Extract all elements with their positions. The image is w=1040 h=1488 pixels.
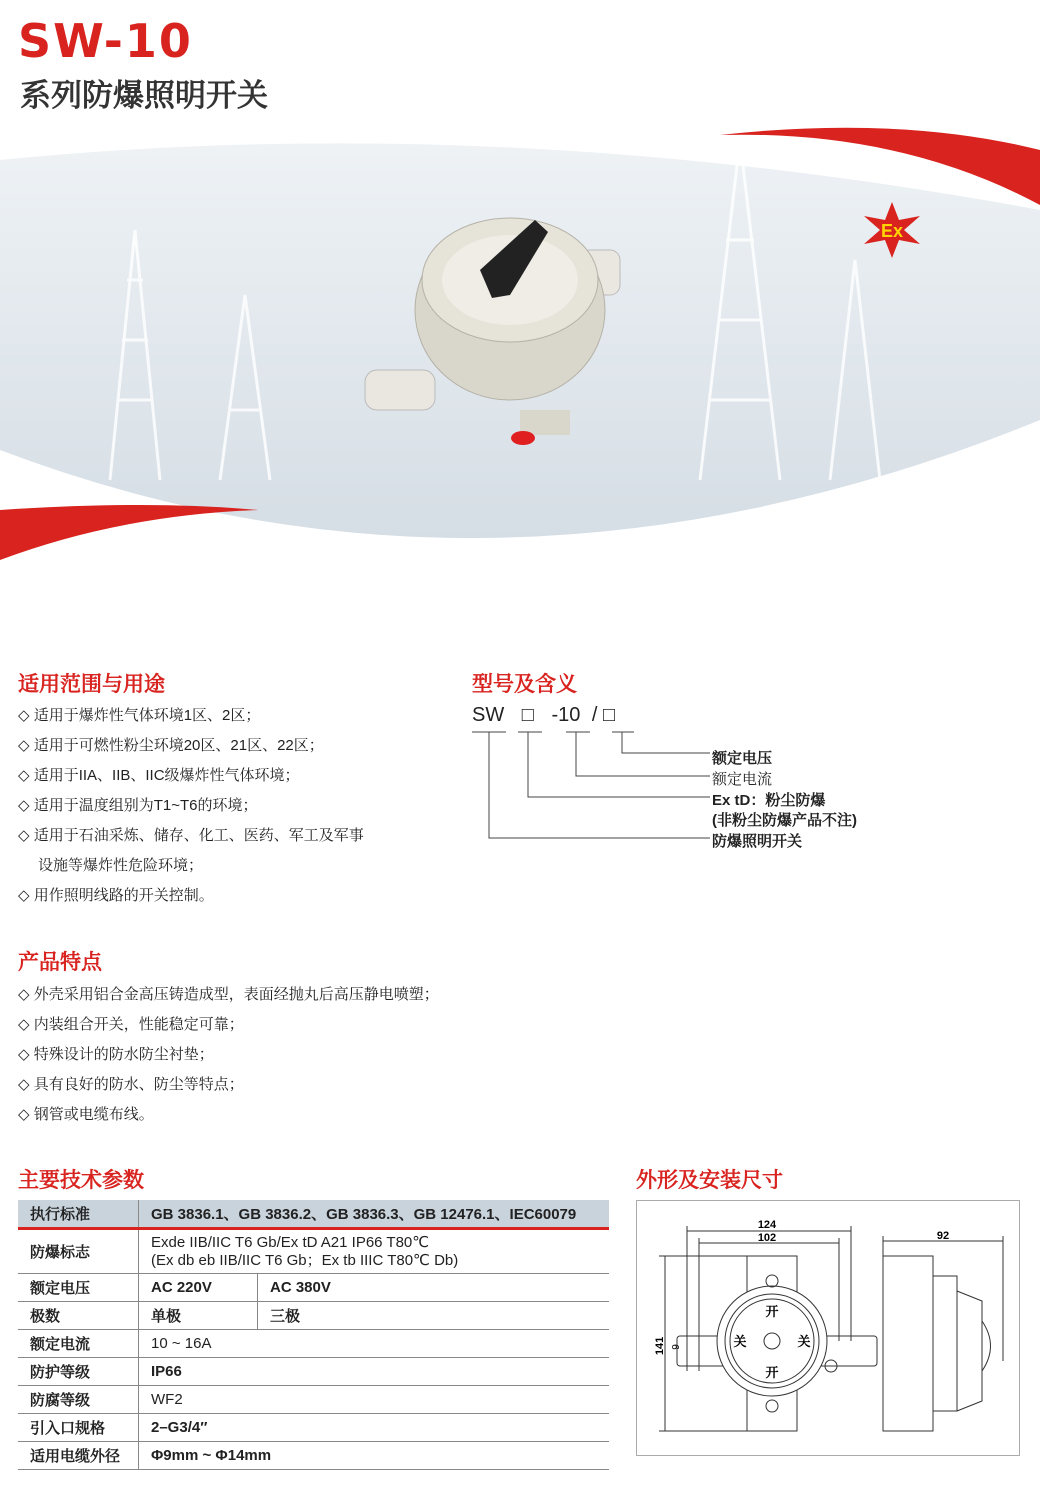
meaning-current: 额定电流 <box>712 771 773 788</box>
svg-text:Ex: Ex <box>880 221 904 241</box>
spec-label: 执行标准 <box>18 1200 139 1229</box>
spec-value: Exde IIB/IIC T6 Gb/Ex tD A21 IP66 T80℃ <box>151 1233 430 1251</box>
table-row <box>18 1302 609 1330</box>
specs-heading: 主要技术参数 <box>18 1169 144 1192</box>
model-code <box>472 704 615 727</box>
code-mid: -10 <box>551 704 581 726</box>
features-list <box>18 980 439 1130</box>
scope-heading: 适用范围与用途 <box>18 673 165 696</box>
specs-table <box>18 1200 609 1470</box>
spec-value: WF2 <box>139 1386 610 1414</box>
face-label-on: 开 <box>765 1365 779 1380</box>
code-box: □ <box>603 704 616 726</box>
spec-value: GB 3836.1、GB 3836.2、GB 3836.3、GB 12476.1、IEC60079 <box>139 1200 610 1229</box>
table-row <box>18 1330 609 1358</box>
dimension-drawing <box>636 1200 1020 1456</box>
code-prefix: SW <box>472 704 505 726</box>
face-label-off: 关 <box>733 1334 747 1349</box>
face-label-on: 开 <box>765 1304 779 1319</box>
spec-label: 额定电流 <box>18 1330 139 1358</box>
model-leader-lines <box>470 728 715 853</box>
spec-value: 三极 <box>258 1302 610 1330</box>
spec-label: 适用电缆外径 <box>18 1442 139 1470</box>
spec-label: 防腐等级 <box>18 1386 139 1414</box>
product-subtitle: 系列防爆照明开关 <box>20 78 268 113</box>
table-row <box>18 1358 609 1386</box>
list-item: ◇ 适用于石油采炼、储存、化工、医药、军工及军事 <box>18 827 364 844</box>
table-row <box>18 1442 609 1470</box>
code-box: □ <box>521 704 534 726</box>
hero-banner <box>0 120 1040 590</box>
meaning-type: 防爆照明开关 <box>712 833 803 850</box>
features-heading: 产品特点 <box>18 951 102 974</box>
meaning-dust: Ex tD：粉尘防爆 <box>712 792 826 809</box>
table-row <box>18 1274 609 1302</box>
table-row <box>18 1386 609 1414</box>
model-heading: 型号及含义 <box>472 673 577 696</box>
product-title: SW-10 <box>18 14 193 68</box>
face-label-off: 关 <box>797 1334 811 1349</box>
list-item: ◇ 适用于爆炸性气体环境1区、2区； <box>18 707 261 724</box>
dim-depth: 92 <box>936 1230 950 1242</box>
code-slash: / <box>591 704 598 726</box>
meaning-note: (非粉尘防爆产品不注) <box>712 812 857 829</box>
dimension-drawing-svg <box>637 1201 1019 1455</box>
spec-value: 单极 <box>139 1302 258 1330</box>
spec-value: IP66 <box>139 1358 610 1386</box>
list-item: ◇ 适用于温度组别为T1~T6的环境； <box>18 797 258 814</box>
spec-label: 引入口规格 <box>18 1414 139 1442</box>
spec-value: Φ9mm ~ Φ14mm <box>139 1442 610 1470</box>
spec-label: 额定电压 <box>18 1274 139 1302</box>
list-item: 设施等爆炸性危险环境； <box>38 857 204 874</box>
spec-value: 2–G3/4″ <box>139 1414 610 1442</box>
table-row <box>18 1414 609 1442</box>
dimensions-heading: 外形及安装尺寸 <box>636 1169 783 1192</box>
spec-label: 防护等级 <box>18 1358 139 1386</box>
list-item: ◇ 用作照明线路的开关控制。 <box>18 887 214 904</box>
list-item: ◇ 适用于可燃性粉尘环境20区、21区、22区； <box>18 737 324 754</box>
dim-width-outer: 124 <box>757 1219 777 1231</box>
dim-width-inner: 102 <box>757 1232 777 1244</box>
scope-list <box>18 701 364 911</box>
table-row <box>18 1200 609 1229</box>
dim-slot: 9 <box>671 1344 682 1350</box>
spec-value: (Ex db eb IIB/IIC T6 Gb；Ex tb IIIC T80℃ Db) <box>151 1251 459 1269</box>
list-item: ◇ 内装组合开关，性能稳定可靠； <box>18 1016 244 1033</box>
spec-value: 10 ~ 16A <box>139 1330 610 1358</box>
spec-value: AC 380V <box>258 1274 610 1302</box>
table-row <box>18 1229 609 1274</box>
list-item: ◇ 具有良好的防水、防尘等特点； <box>18 1076 244 1093</box>
list-item: ◇ 适用于IIA、IIB、IIC级爆炸性气体环境； <box>18 767 300 784</box>
spec-label: 防爆标志 <box>18 1229 139 1274</box>
list-item: ◇ 钢管或电缆布线。 <box>18 1106 154 1123</box>
meaning-voltage: 额定电压 <box>712 750 773 767</box>
list-item: ◇ 特殊设计的防水防尘衬垫； <box>18 1046 214 1063</box>
list-item: ◇ 外壳采用铝合金高压铸造成型，表面经抛丸后高压静电喷塑； <box>18 986 439 1003</box>
spec-label: 极数 <box>18 1302 139 1330</box>
spec-value: AC 220V <box>139 1274 258 1302</box>
dim-height: 141 <box>654 1336 666 1356</box>
